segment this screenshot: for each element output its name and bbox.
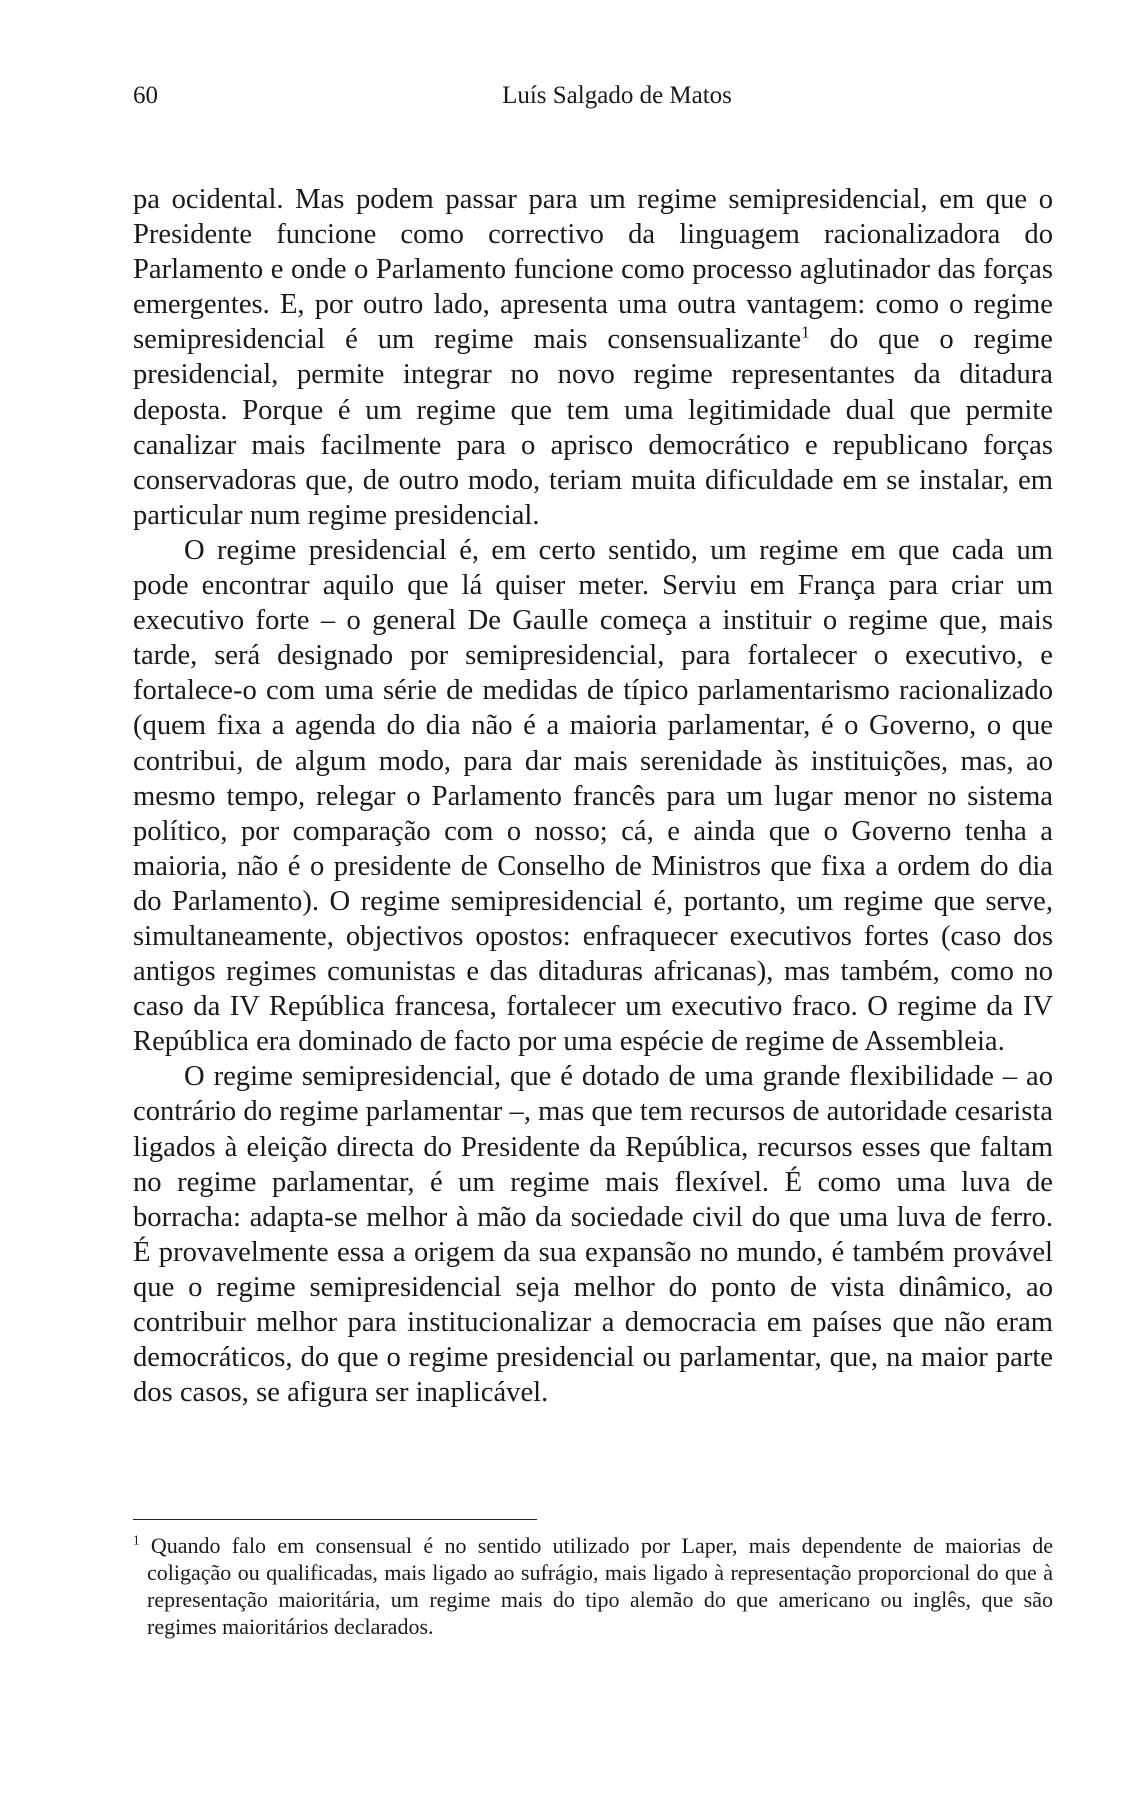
footnote [133,1532,1053,1640]
paragraph: O regime semipresidencial, que é dotado de uma grande flexibilidade – ao contrário do regime parlamentar –, mas que tem recursos de autoridade cesarista ligados à eleição directa do Presidente da República, recursos esses que faltam no regime parlamentar, é um regime mais flexível. É como uma luva de borracha: adapta-se melhor à mão da sociedade civil do que uma luva de ferro. É provavelmente essa a origem da sua expansão no mundo, é também provável que o regime semipresidencial seja melhor do ponto de vista dinâmico, ao contribuir melhor para institucionalizar a democracia em países que não eram democráticos, do que o regime presidencial ou parlamentar, que, na maior parte dos casos, se afigura ser inaplicável. [133,1061,1053,1409]
paragraph [133,182,1053,533]
footnote-marker: 1 [133,1532,140,1548]
paragraph-text: do que o regime presidencial, permite integrar no novo regime representantes da ditadura deposta. Porque é um regime que tem uma legitimidade dual que permite canalizar mais facilmente para o aprisco democrático e republicano forças conservadoras que, de outro modo, teriam muita dificuldade em se instalar, em particular num regime presidencial. [133,324,1053,531]
page-number: 60 [133,82,158,109]
footnote-text: Quando falo em consensual é no sentido utilizado por Laper, mais dependente de maiorias de coligação ou qualificadas, mais ligado ao sufrágio, mais ligado à representação proporcional do que à representação maioritária, um regime mais do tipo alemão do que americano ou inglês, que são regimes maioritários declarados. [139,1533,1053,1639]
paragraph-text: pa ocidental. Mas podem passar para um regime semipresidencial, em que o Presidente funcione como correctivo da linguagem racionalizadora do Parlamento e onde o Parlamento funcione como processo aglutinador das forças emergentes. E, por outro lado, apresenta uma outra vantagem: como o regime semipresidencial é um regime mais consensualizante [133,184,1053,356]
footnotes [133,1532,1053,1640]
running-title: Luís Salgado de Matos [502,82,732,109]
paragraph: O regime presidencial é, em certo sentido, um regime em que cada um pode encontrar aquilo que lá quiser meter. Serviu em França para criar um executivo forte – o general De Gaulle começa a instituir o regime que, mais tarde, será designado por semipresidencial, para fortalecer o executivo, e fortalece-o com uma série de medidas de típico parlamentarismo racionalizado (quem fixa a agenda do dia não é a maioria parlamentar, é o Governo, o que contribui, de algum modo, para dar mais serenidade às instituições, mas, ao mesmo tempo, relegar o Parlamento francês para um lugar menor no sistema político, por comparação com o nosso; cá, e ainda que o Governo tenha a maioria, não é o presidente de Conselho de Ministros que fixa a ordem do dia do Parlamento). O regime semipresidencial é, portanto, um regime que serve, simultaneamente, objectivos opostos: enfraquecer executivos fortes (caso dos antigos regimes comunistas e das ditaduras africanas), mas também, como no caso da IV República francesa, fortalecer um executivo fraco. O regime da IV República era dominado de facto por uma espécie de regime de Assembleia. [133,534,1053,1058]
footnote-reference: 1 [801,322,810,342]
body-text [133,182,1053,1410]
running-head [133,82,1053,118]
footnote-separator [133,1519,537,1520]
